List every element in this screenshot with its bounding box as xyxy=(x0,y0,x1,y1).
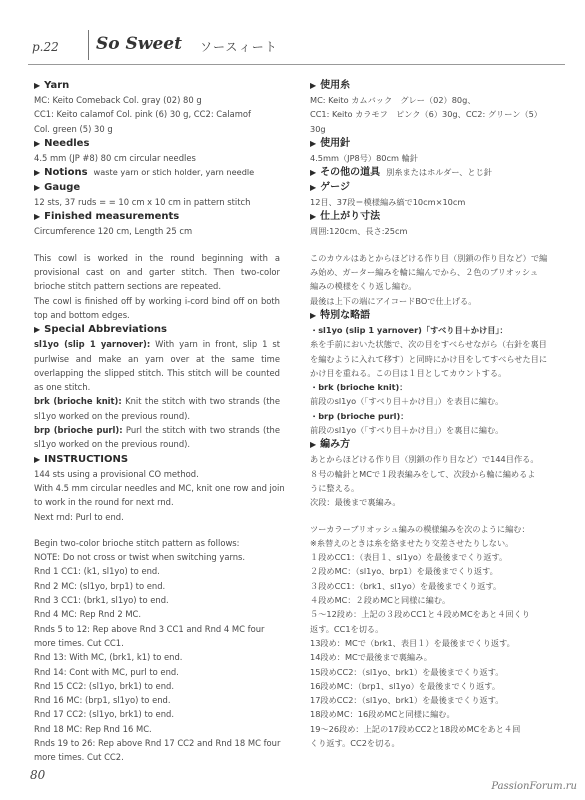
triangle-bullet-icon: ▶ xyxy=(310,440,317,450)
pattern-line: ２段めMC：（sl1yo、brp1）を最後までくり返す。 xyxy=(310,566,498,577)
text-line: 次段：最後まで裏編み。 xyxy=(310,497,401,508)
abbreviation-sl1yo-term-ja: ・sl1yo (slip 1 yarnover)「すべり目＋かけ目」： xyxy=(310,324,508,335)
gauge-heading: ▶ Gauge xyxy=(34,182,81,194)
abbreviation-brp-term-ja: ・brp (brioche purl)： xyxy=(310,410,409,421)
triangle-bullet-icon: ▶ xyxy=(34,183,41,193)
text-line: 糸を手前においた状態で、次の目をすべらせながら（右針を裏目 xyxy=(310,339,547,350)
text-line: With 4.5 mm circular needles and MC, knit one row and join xyxy=(34,482,285,493)
intro-paragraph: The cowl is finished off by working i-cord bind off on both top and bottom edges. xyxy=(34,295,280,320)
text-line: MC: Keito Comeback Col. gray (02) 80 g xyxy=(34,95,202,105)
pattern-line: Rnd 16 MC: (brp1, sl1yo) to end. xyxy=(34,695,171,706)
text-line: CC1: Keito カラモフ ピンク（6）30g、CC2: グリーン（5） xyxy=(310,109,542,120)
pattern-line: 18段めMC：16段めMCと同様に編む。 xyxy=(310,709,455,720)
watermark: PassionForum.ru xyxy=(491,781,577,792)
pattern-line: ４段めMC：２段めMCと同様に編む。 xyxy=(310,595,451,606)
text-line: 30g xyxy=(310,123,326,134)
page-reference: p.22 xyxy=(32,40,59,54)
pattern-line: Rnd 3 CC1: (brk1, sl1yo) to end. xyxy=(34,595,169,606)
text-line: 4.5mm（JP8号）80cm 輪針 xyxy=(310,152,418,163)
special-abbreviations-heading-ja: ▶ 特別な略語 xyxy=(310,309,371,321)
pattern-line: Rnd 2 MC: (sl1yo, brp1) to end. xyxy=(34,580,166,591)
pattern-line: ツーカラーブリオッシュ編みの模様編みを次のように編む： xyxy=(310,523,530,534)
triangle-bullet-icon: ▶ xyxy=(34,81,41,90)
text-line: to work in the round for next rnd. xyxy=(34,497,174,508)
triangle-bullet-icon: ▶ xyxy=(34,454,41,464)
text-line: 12目、37段＝模様編み縞で10cm×10cm xyxy=(310,197,466,208)
pattern-line: NOTE: Do not cross or twist when switching yarns. xyxy=(34,552,246,563)
pattern-line: more times. Cut CC2. xyxy=(34,752,124,763)
pattern-line: 19～26段め：上記の17段めCC2と18段めMCをあと４回 xyxy=(310,723,521,734)
special-abbreviations-heading: ▶ Special Abbreviations xyxy=(34,324,167,336)
triangle-bullet-icon: ▶ xyxy=(310,138,317,148)
pattern-line: Rnd 15 CC2: (sl1yo, brk1) to end. xyxy=(34,680,174,691)
pattern-line: 14段め：MCで最後まで裏編み。 xyxy=(310,652,432,663)
notions-heading-ja: ▶ その他の道具 別糸またはホルダー、とじ針 xyxy=(310,167,492,179)
finished-measurements-heading: ▶ Finished measurements xyxy=(34,211,180,223)
text-line: 周囲:120cm、長さ:25cm xyxy=(310,226,408,237)
abbreviation-brk-term-ja: ・brk (brioche knit)： xyxy=(310,382,408,393)
gauge-heading-ja: ▶ ゲージ xyxy=(310,182,350,194)
text-line: Circumference 120 cm, Length 25 cm xyxy=(34,226,193,237)
page-number: 80 xyxy=(30,768,46,782)
intro-line: 編みの模様をくり返し編む。 xyxy=(310,281,417,292)
notions-value: waste yarn or stich holder, yarn needle xyxy=(93,167,255,178)
needles-heading: ▶ Needles xyxy=(34,137,90,149)
text-line: 12 sts, 37 ruds = = 10 cm x 10 cm in pattern stitch xyxy=(34,197,251,208)
triangle-bullet-icon: ▶ xyxy=(310,212,317,222)
pattern-line: 16段めMC：（brp1、sl1yo）を最後までくり返す。 xyxy=(310,680,501,691)
triangle-bullet-icon: ▶ xyxy=(34,168,41,178)
pattern-title-en: So Sweet xyxy=(96,34,182,54)
pattern-line: Begin two-color brioche stitch pattern as follows: xyxy=(34,537,240,548)
pattern-line: more times. Cut CC1. xyxy=(34,637,124,648)
yarn-heading-ja: ▶ 使用糸 xyxy=(310,80,351,91)
abbreviation-brp: brp (brioche purl): Purl the stitch with two strands (the sl1yo worked on the previous round). xyxy=(34,425,280,450)
pattern-title-ja: ソースィート xyxy=(200,40,278,54)
pattern-line: ５～12段め：上記の３段めCC1と４段めMCをあと４回くり xyxy=(310,609,530,620)
intro-line: み始め、ガーター編みを輪に編んでから、２色のブリオッシュ xyxy=(310,267,539,278)
pattern-line: Rnd 4 MC: Rep Rnd 2 MC. xyxy=(34,609,142,620)
notions-value-ja: 別糸またはホルダー、とじ針 xyxy=(386,167,492,178)
text-line: 前段のsl1yo（「すべり目＋かけ目」）を裏目に編む。 xyxy=(310,425,504,436)
instructions-heading-ja: ▶ 編み方 xyxy=(310,439,351,451)
pattern-line: Rnd 14: Cont with MC, purl to end. xyxy=(34,666,179,677)
page-header xyxy=(28,28,565,64)
pattern-line: 15段めCC2：（sl1yo、brk1）を最後までくり返す。 xyxy=(310,666,504,677)
text-line: うに整える。 xyxy=(310,482,360,493)
finished-measurements-heading-ja: ▶ 仕上がり寸法 xyxy=(310,211,381,223)
intro-paragraph: This cowl is worked in the round beginning with a provisional cast on and garter stitch. Then two-color brioche stitch pattern sections are repeated. xyxy=(34,252,280,292)
pattern-line: ３段めCC1：（brk1、sl1yo）を最後までくり返す。 xyxy=(310,580,502,591)
text-line: 144 sts using a provisional CO method. xyxy=(34,468,199,479)
english-column xyxy=(34,78,285,765)
pattern-line: Rnd 13: With MC, (brk1, k1) to end. xyxy=(34,652,183,663)
text-line: CC1: Keito calamof Col. pink (6) 30 g, CC2: Calamof xyxy=(34,109,251,120)
abbreviation-sl1yo: sl1yo (slip 1 yarnover): With yarn in front, slip 1 st purlwise and make an yarn over at the same time overlapping the slipped stitch. This stitch will be counted as one stitch. xyxy=(34,339,280,393)
text-line: Col. green (5) 30 g xyxy=(34,123,113,134)
pattern-line: Rnd 1 CC1: (k1, sl1yo) to end. xyxy=(34,566,160,577)
pattern-line: くり返す。CC2を切る。 xyxy=(310,737,400,748)
intro-line: このカウルはあとからほどける作り目（別鎖の作り目など）で編 xyxy=(310,252,548,263)
triangle-bullet-icon: ▶ xyxy=(310,183,317,193)
instructions-heading: ▶ INSTRUCTIONS xyxy=(34,453,129,465)
triangle-bullet-icon: ▶ xyxy=(310,81,317,90)
text-line: あとからほどける作り目（別鎖の作り目など）で144目作る。 xyxy=(310,454,539,465)
text-line: 4.5 mm (JP #8) 80 cm circular needles xyxy=(34,152,196,163)
pattern-line: 17段めCC2：（sl1yo、brk1）を最後までくり返す。 xyxy=(310,695,504,706)
text-line: MC: Keito カムバック グレー（02）80g、 xyxy=(310,95,476,105)
pattern-line: Rnds 19 to 26: Rep above Rnd 17 CC2 and Rnd 18 MC four xyxy=(34,737,281,748)
pattern-line: Rnd 18 MC: Rep Rnd 16 MC. xyxy=(34,723,152,734)
japanese-column xyxy=(310,78,572,750)
pattern-line: 返す。CC1を切る。 xyxy=(310,623,384,634)
pattern-line: ※糸替えのときは糸を絡ませたり交差させたりしない。 xyxy=(310,537,514,548)
text-line: Next rnd: Purl to end. xyxy=(34,511,124,522)
abbreviation-brk: brk (brioche knit): Knit the stitch with two strands (the sl1yo worked on the previous round). xyxy=(34,396,281,421)
triangle-bullet-icon: ▶ xyxy=(310,310,317,320)
needles-heading-ja: ▶ 使用針 xyxy=(310,137,351,149)
header-divider xyxy=(88,30,89,60)
intro-line: 最後は上下の端にアイコードBOで仕上げる。 xyxy=(310,295,477,306)
text-line: 前段のsl1yo（「すべり目＋かけ目」）を表目に編む。 xyxy=(310,396,504,407)
notions-heading: ▶ Notions waste yarn or stich holder, yarn needle xyxy=(34,167,255,179)
header-rule xyxy=(28,64,565,65)
triangle-bullet-icon: ▶ xyxy=(34,325,41,335)
pattern-line: １段めCC1：（表目１、sl1yo）を最後までくり返す。 xyxy=(310,552,508,563)
pattern-line: 13段め：MCで（brk1、表目１）を最後までくり返す。 xyxy=(310,637,515,648)
triangle-bullet-icon: ▶ xyxy=(34,138,41,148)
text-line: ８号の輪針とMCで１段表編みをして、次段から輪に編めるよ xyxy=(310,468,536,479)
triangle-bullet-icon: ▶ xyxy=(34,212,41,222)
text-line: を編むように入れて移す）と同時にかけ目をしてすべらせた目に xyxy=(310,353,548,364)
pattern-line: Rnds 5 to 12: Rep above Rnd 3 CC1 and Rnd 4 MC four xyxy=(34,623,265,634)
text-line: かけ目を重ねる。この目は１目としてカウントする。 xyxy=(310,367,507,378)
yarn-heading: ▶ Yarn xyxy=(34,80,70,91)
pattern-line: Rnd 17 CC2: (sl1yo, brk1) to end. xyxy=(34,709,174,720)
triangle-bullet-icon: ▶ xyxy=(310,168,317,178)
